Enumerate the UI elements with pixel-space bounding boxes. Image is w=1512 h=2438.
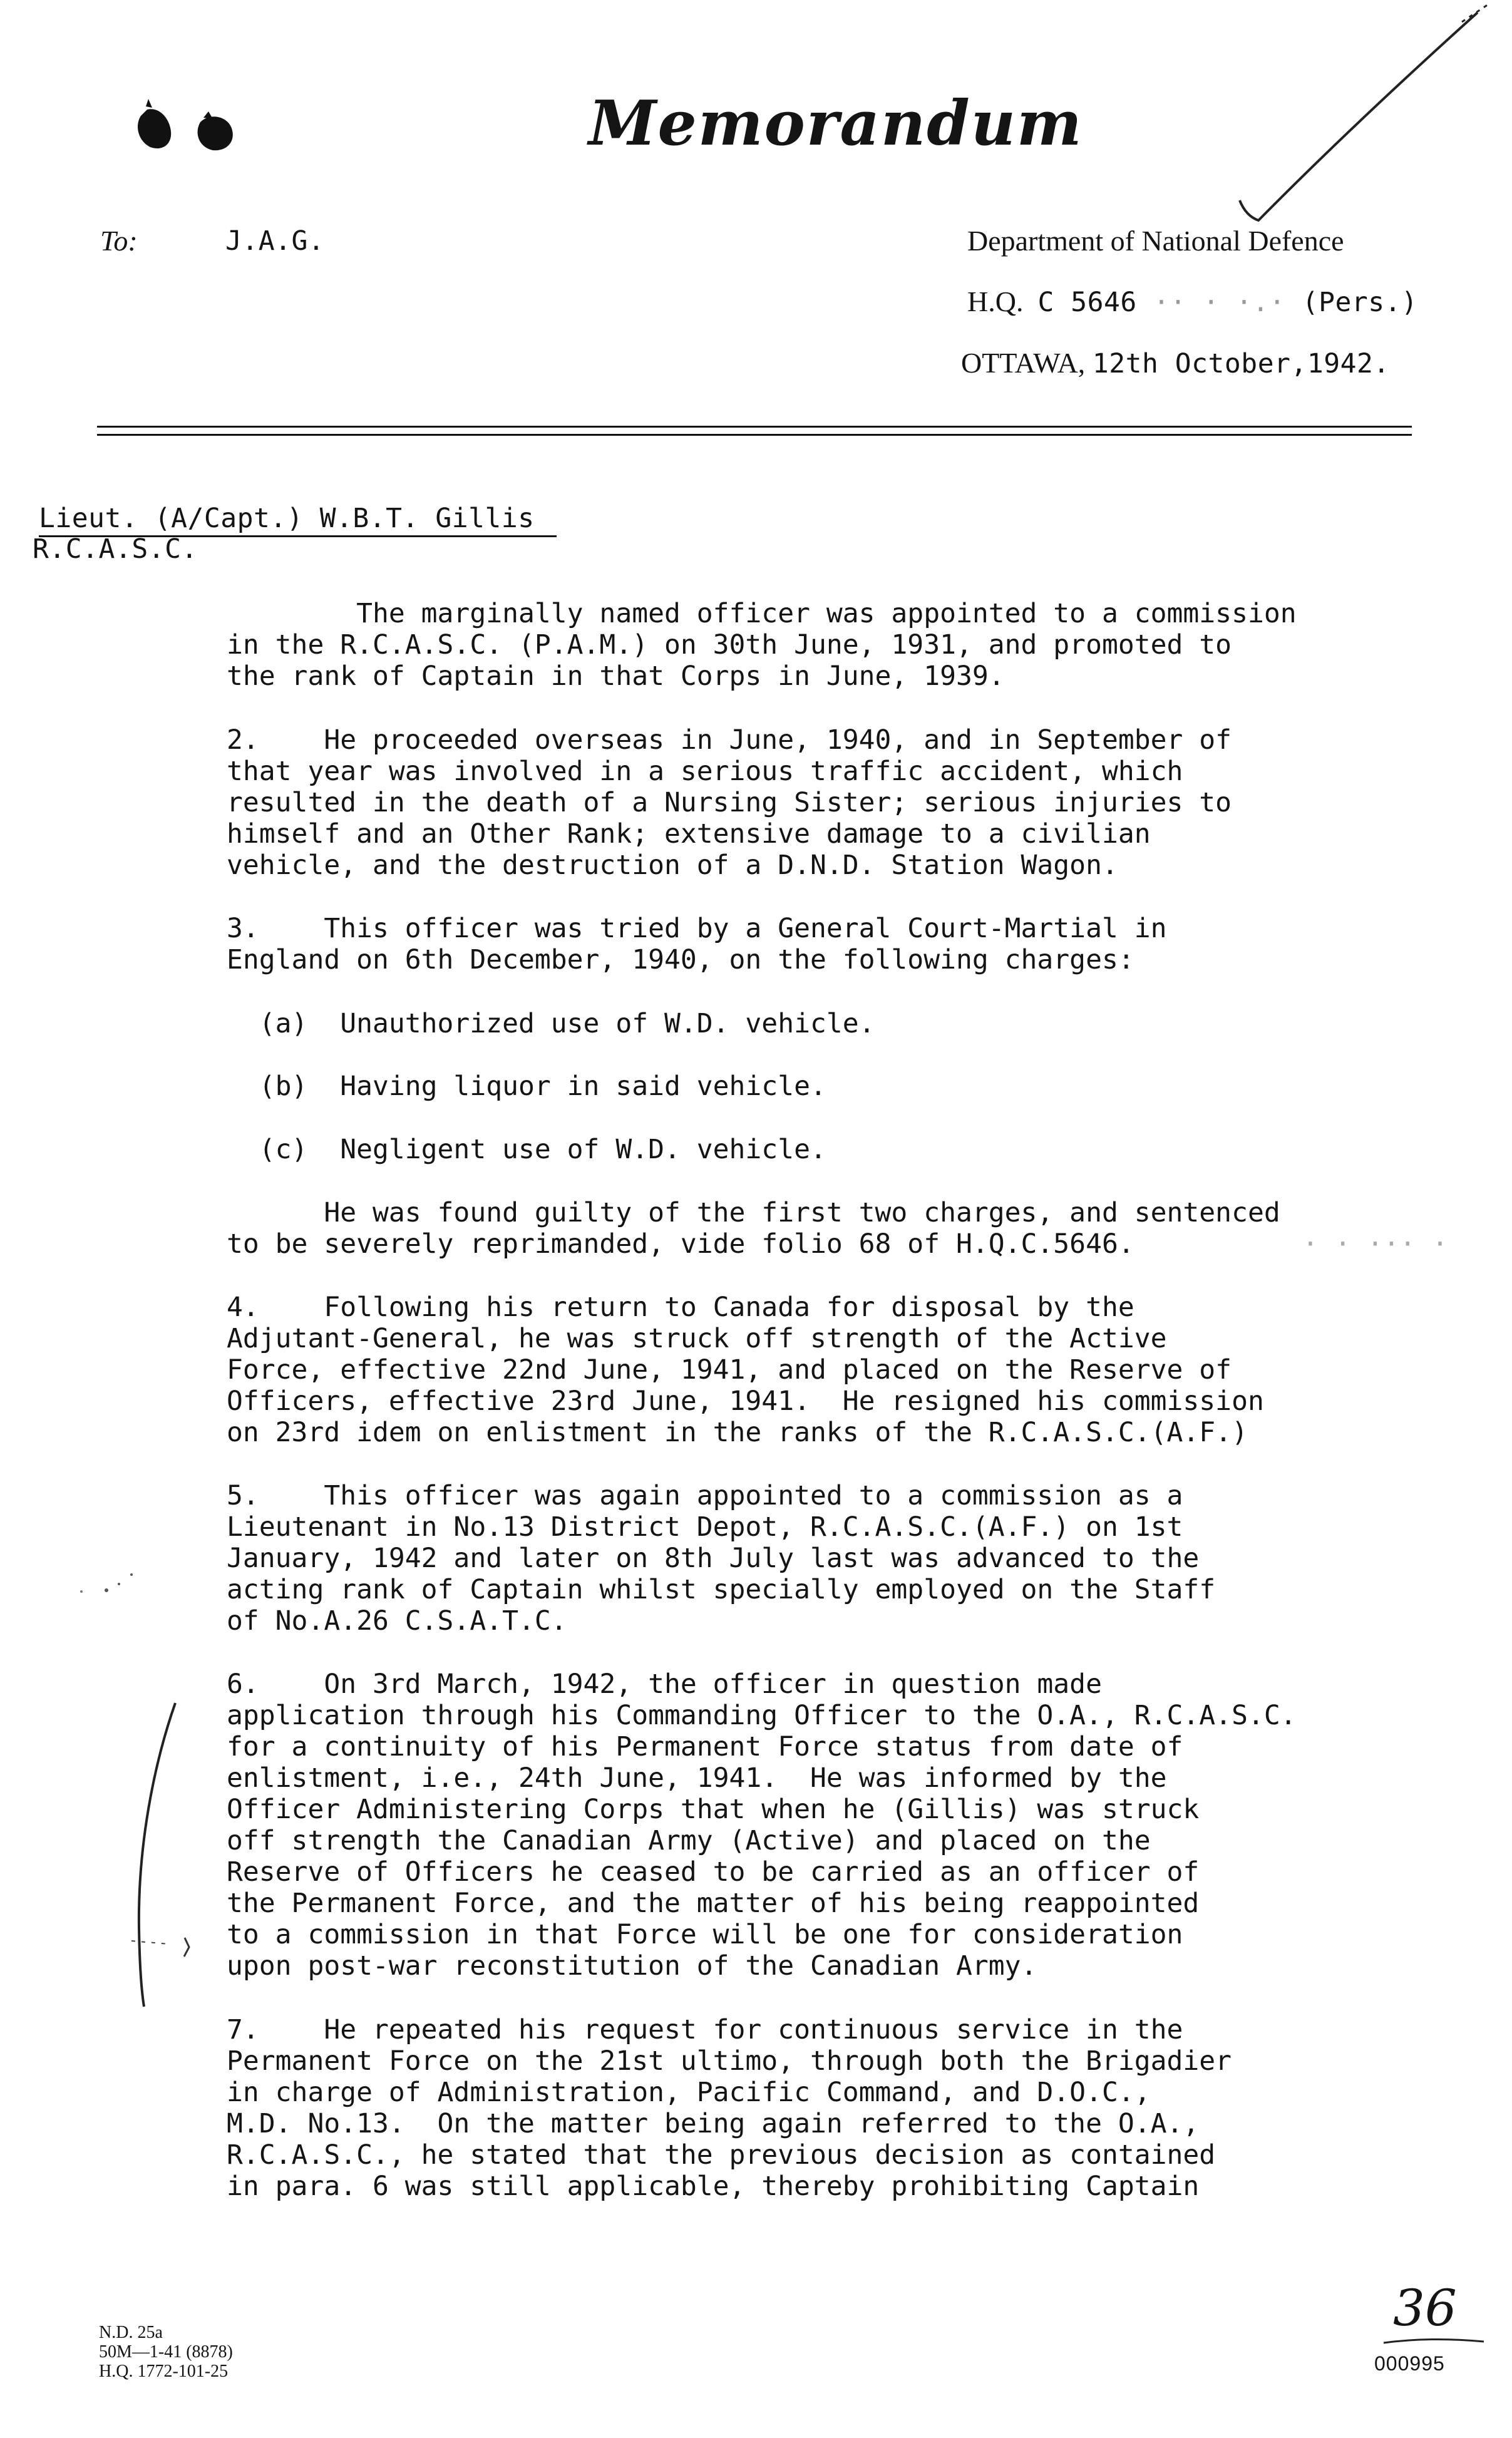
body-line: on 23rd idem on enlistment in the ranks of the R.C.A.S.C.(A.F.) (227, 1417, 1248, 1448)
body-line: January, 1942 and later on 8th July last was advanced to the (227, 1543, 1200, 1574)
to-recipient: J.A.G. (225, 225, 325, 257)
body-line: He was found guilty of the first two charges, and sentenced (227, 1197, 1280, 1228)
body-line: resulted in the death of a Nursing Sister; serious injuries to (227, 787, 1232, 818)
folio-underline (1381, 2335, 1487, 2348)
document-number: 000995 (1374, 2352, 1445, 2375)
body-line: Officer Administering Corps that when he (Gillis) was struck (227, 1794, 1200, 1825)
body-line: vehicle, and the destruction of a D.N.D. Station Wagon. (227, 850, 1118, 881)
body-line: 5. This officer was again appointed to a commission as a (227, 1480, 1183, 1511)
body-line: of No.A.26 C.S.A.T.C. (227, 1605, 567, 1637)
body-line: acting rank of Captain whilst specially employed on the Staff (227, 1574, 1216, 1605)
form-hq-file: H.Q. 1772-101-25 (99, 2362, 229, 2381)
body-line: Lieutenant in No.13 District Depot, R.C.A.S.C.(A.F.) on 1st (227, 1511, 1183, 1543)
body-line: upon post-war reconstitution of the Canadian Army. (227, 1950, 1037, 1982)
department-name: Department of National Defence (967, 225, 1344, 257)
body-line: the Permanent Force, and the matter of his being reappointed (227, 1888, 1200, 1919)
body-line: to be severely reprimanded, vide folio 68 of H.Q.C.5646. (227, 1228, 1134, 1260)
handwritten-tick-mark (1227, 0, 1503, 238)
body-line: The marginally named officer was appointed to a commission (227, 598, 1297, 629)
header-rule-top (97, 426, 1412, 428)
ink-blot-marks (128, 94, 247, 157)
body-line: application through his Commanding Officer to the O.A., R.C.A.S.C. (227, 1700, 1297, 1731)
form-reference-block (99, 2323, 233, 2381)
hq-prefix: H.Q. (967, 285, 1024, 317)
body-line: 4. Following his return to Canada for disposal by the (227, 1292, 1134, 1323)
hq-reference-line (967, 285, 1417, 318)
body-line: 7. He repeated his request for continuous service in the (227, 2014, 1183, 2045)
body-line: that year was involved in a serious traffic accident, which (227, 756, 1183, 787)
body-line: Reserve of Officers he ceased to be carried as an officer of (227, 1856, 1200, 1888)
form-print-info: 50M—1-41 (8878) (99, 2342, 233, 2362)
body-line: Adjutant-General, he was struck off strength of the Active (227, 1323, 1167, 1354)
place: OTTAWA, (961, 347, 1086, 379)
subject-officer-name: Lieut. (A/Capt.) W.B.T. Gillis (39, 503, 557, 537)
body-line: in the R.C.A.S.C. (P.A.M.) on 30th June, 1931, and promoted to (227, 629, 1232, 661)
body-line: enlistment, i.e., 24th June, 1941. He was informed by the (227, 1762, 1167, 1794)
charge-item: (a) Unauthorized use of W.D. vehicle. (227, 1008, 875, 1039)
body-line: M.D. No.13. On the matter being again referred to the O.A., (227, 2108, 1200, 2139)
body-line: England on 6th December, 1940, on the following charges: (227, 944, 1134, 975)
hq-file-number: C 5646 (1037, 287, 1137, 318)
handwritten-folio-number: 36 (1393, 2279, 1457, 2337)
date-line (961, 346, 1390, 379)
body-line: Officers, effective 23rd June, 1941. He resigned his commission (227, 1386, 1264, 1417)
charge-item: (c) Negligent use of W.D. vehicle. (227, 1134, 826, 1165)
body-line: 3. This officer was tried by a General Court-Martial in (227, 913, 1167, 944)
memo-date: 12th October,1942. (1092, 348, 1390, 379)
body-line: R.C.A.S.C., he stated that the previous decision as contained (227, 2139, 1216, 2171)
margin-bracket-mark (119, 1690, 200, 2016)
hq-suffix: (Pers.) (1302, 287, 1418, 318)
body-line: himself and an Other Rank; extensive damage to a civilian (227, 818, 1151, 850)
memorandum-title: Memorandum (589, 88, 1083, 160)
body-line: the rank of Captain in that Corps in June, 1939. (227, 661, 1005, 692)
body-line: in charge of Administration, Pacific Command, and D.O.C., (227, 2077, 1151, 2108)
form-number: N.D. 25a (99, 2323, 163, 2342)
body-line: 2. He proceeded overseas in June, 1940, and in September of (227, 724, 1232, 756)
charge-item: (b) Having liquor in said vehicle. (227, 1071, 826, 1102)
body-line: 6. On 3rd March, 1942, the officer in question made (227, 1669, 1102, 1700)
body-line: off strength the Canadian Army (Active) and placed on the (227, 1825, 1151, 1856)
body-line: in para. 6 was still applicable, thereby prohibiting Captain (227, 2171, 1200, 2202)
body-line: Force, effective 22nd June, 1941, and placed on the Reserve of (227, 1354, 1232, 1386)
body-line: Permanent Force on the 21st ultimo, through both the Brigadier (227, 2045, 1232, 2077)
body-line: for a continuity of his Permanent Force status from date of (227, 1731, 1183, 1762)
obscured-reference-marks: · · ··· · (1302, 1228, 1448, 1260)
margin-dots-mark (69, 1553, 163, 1615)
header-rule-bottom (97, 434, 1412, 436)
body-line: to a commission in that Force will be one for consideration (227, 1919, 1183, 1950)
subject-corps: R.C.A.S.C. (33, 533, 198, 565)
to-label: To: (100, 225, 138, 257)
hq-obscured-digits: ·· · ·.· (1136, 287, 1302, 318)
